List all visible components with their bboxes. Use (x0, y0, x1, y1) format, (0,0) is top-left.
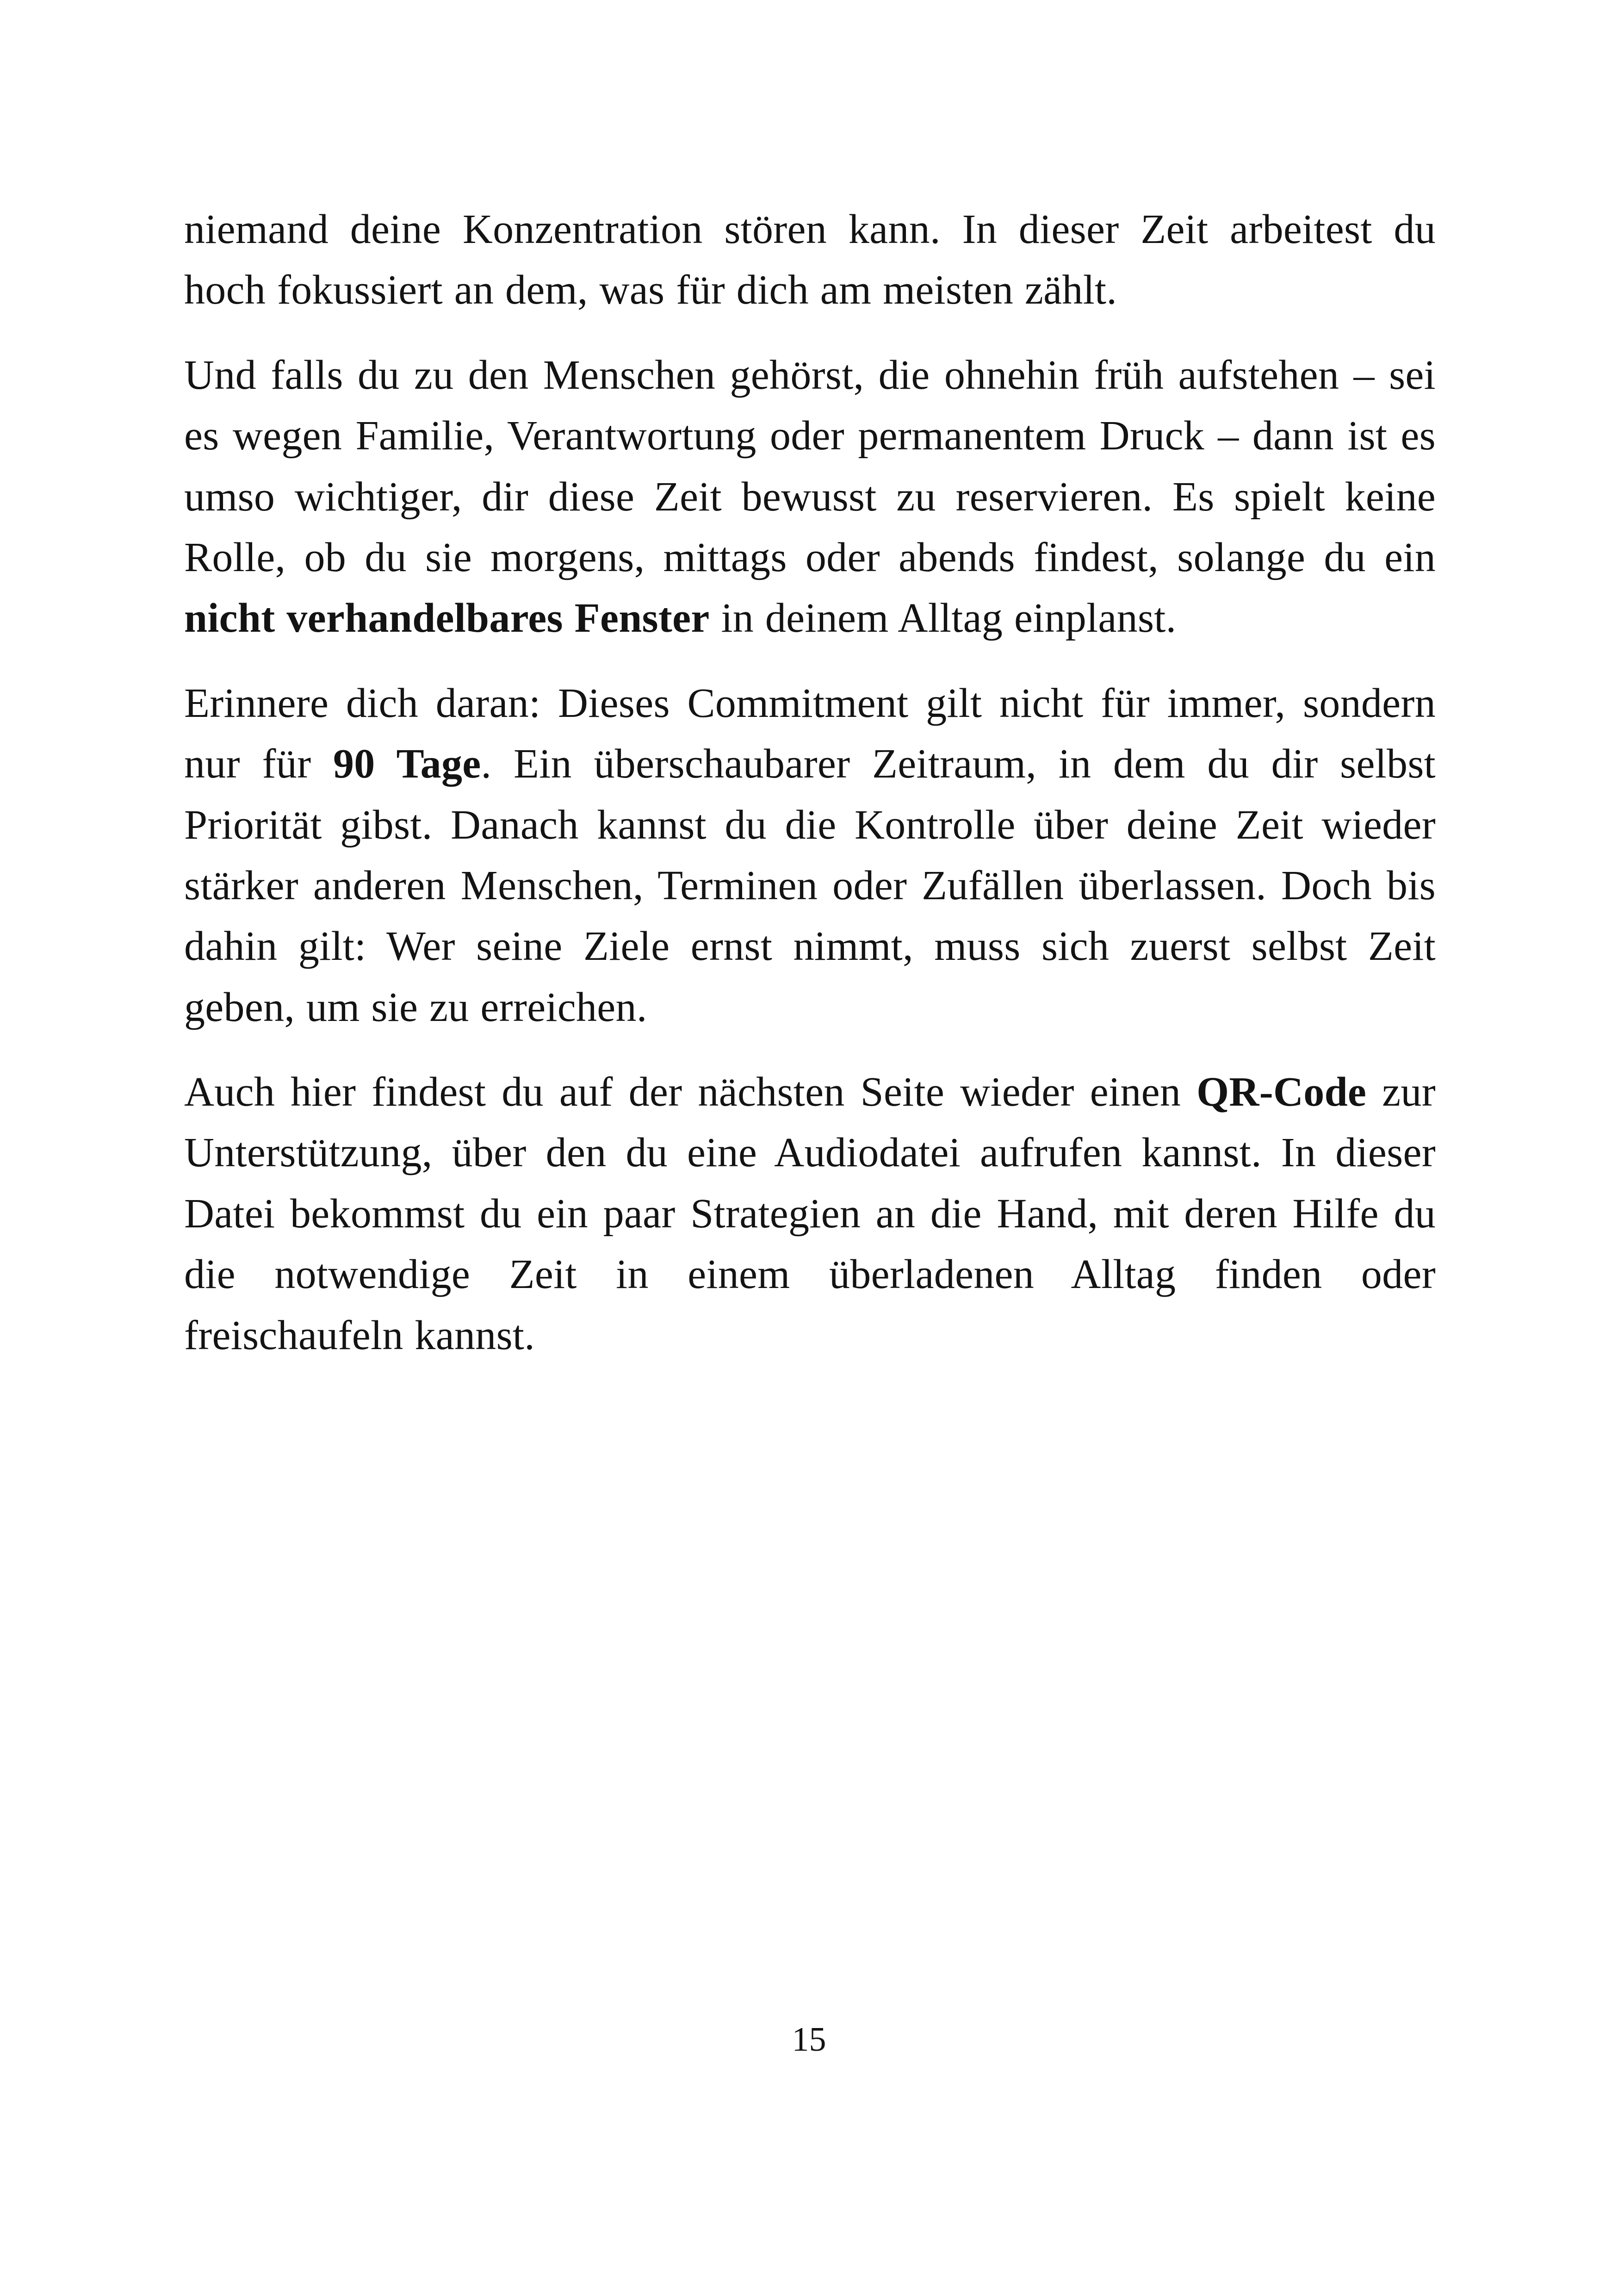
bold-text: QR-Code (1196, 1069, 1367, 1115)
body-text: . Ein überschaubarer Zeitraum, in dem du dir selbst Priorität gibst. Danach kannst du die Kontrolle über deine Zeit wieder stärker anderen Menschen, Terminen oder Zufällen überlassen. Doch bis dahin gilt: Wer seine Ziele ernst nimmt, muss sich zuerst selbst Zeit geben, um sie zu erreichen. (184, 741, 1436, 1030)
body-text: Auch hier findest du auf der nächsten Seite wieder einen (184, 1069, 1197, 1115)
body-text: niemand deine Konzentration stören kann. In dieser Zeit arbeitest du hoch fokussiert an dem, was für dich am meisten zählt. (184, 206, 1436, 313)
body-text: Erinnere dich daran: Dieses Commitment gilt nicht für immer, sondern nur für (184, 680, 1436, 787)
paragraph (184, 673, 1436, 1038)
body-text: Und falls du zu den Menschen gehörst, die ohnehin früh aufstehen – sei es wegen Familie, Verantwortung oder permanentem Druck – dann ist es umso wichtiger, dir diese Zeit bewusst zu reservieren. Es spielt keine Rolle, ob du sie morgens, mittags oder abends findest, solange du ein (184, 352, 1436, 580)
body-text: zur Unterstützung, über den du eine Audiodatei aufrufen kannst. In dieser Datei bekommst du ein paar Strategien an die Hand, mit deren Hilfe du die notwendige Zeit in einem überladenen Alltag finden oder freischaufeln kannst. (184, 1069, 1436, 1358)
page-number: 15 (792, 2021, 826, 2059)
body-text: in deinem Alltag einplanst. (709, 595, 1177, 641)
paragraph (184, 345, 1436, 649)
bold-text: nicht verhandelbares Fenster (184, 595, 710, 641)
paragraph (184, 1062, 1436, 1366)
page-content (184, 199, 1436, 1390)
paragraph (184, 199, 1436, 321)
bold-text: 90 Tage (333, 741, 481, 787)
